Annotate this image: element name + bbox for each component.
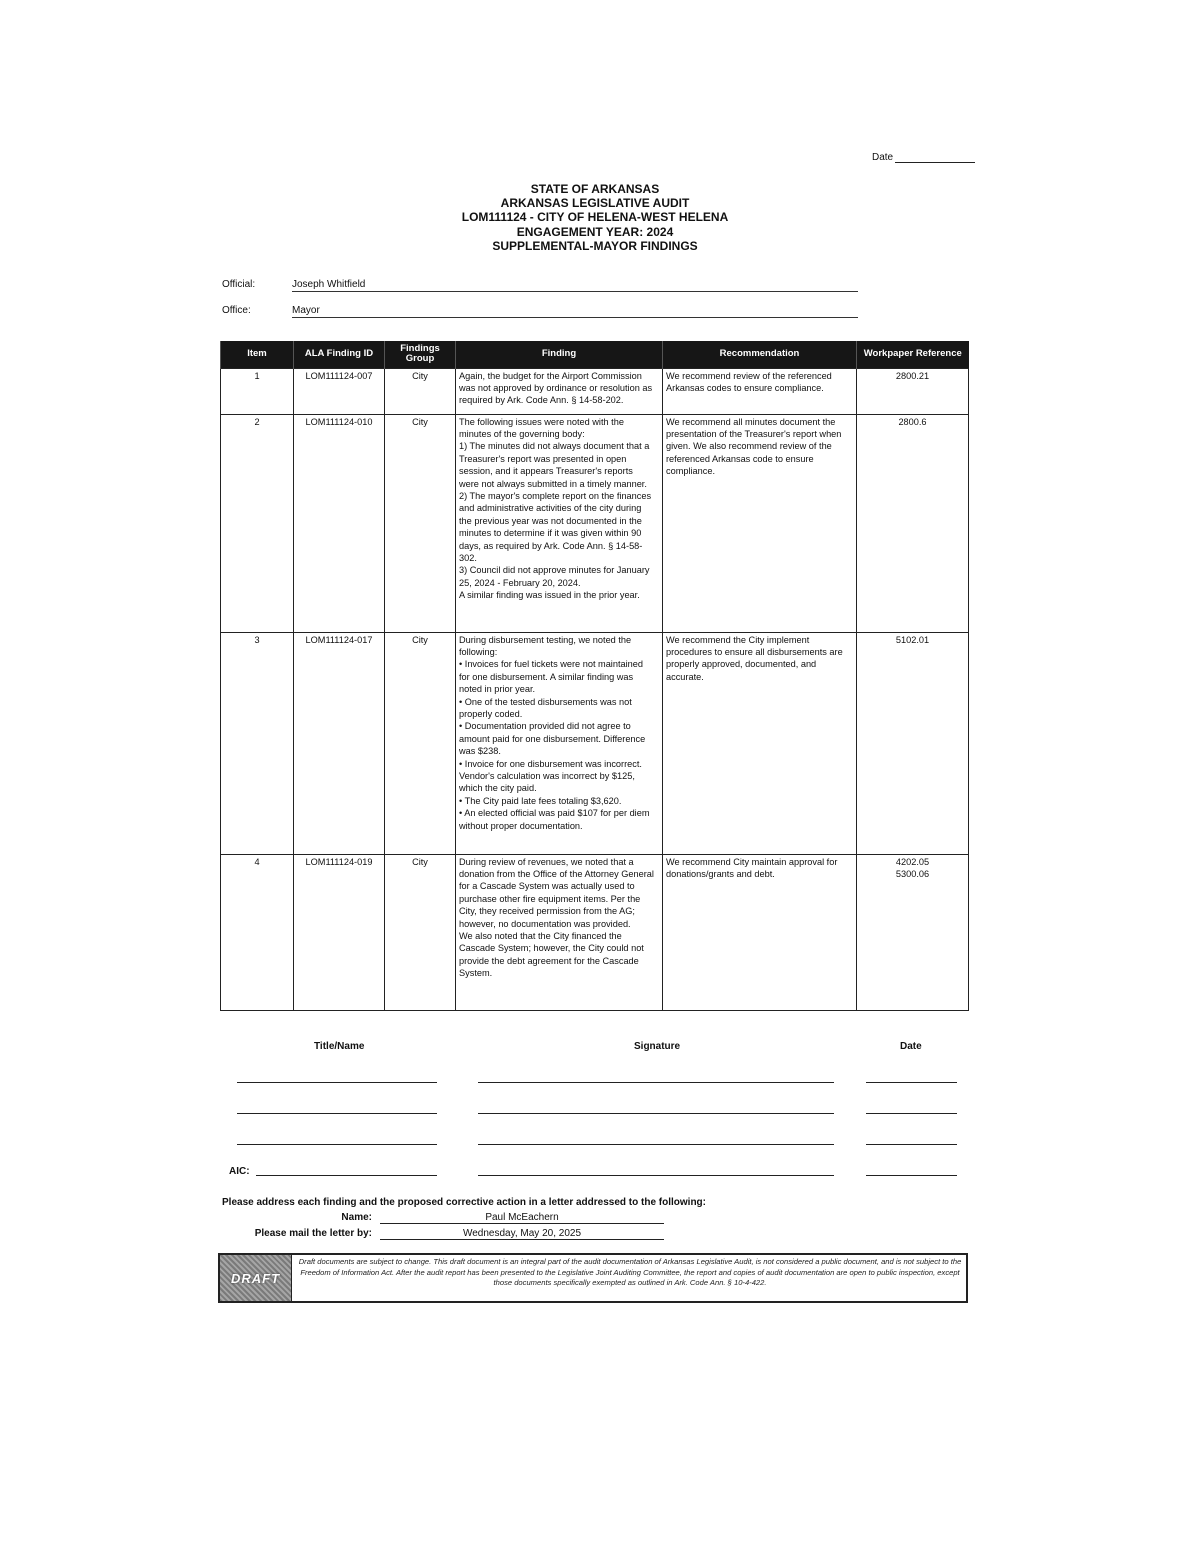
finding-cell-line: donation from the Office of the Attorney General xyxy=(459,868,654,879)
draft-notice xyxy=(218,1253,968,1303)
header-line-state: STATE OF ARKANSAS xyxy=(530,182,660,196)
draft-disclaimer: Draft documents are subject to change. This draft document is an integral part of the audit documentation of Arkansas Legislative Audit, is not considered a public document, and is not subject to the Freedom of Information Act. After the audit report has been presented to the Legislative Joint Auditing Committee, the report and copies of audit documentation are open to public inspection, except those documents specifically exempted as outlined in Ark. Code Ann. § 10-4-422. xyxy=(298,1257,962,1287)
recommendation-cell xyxy=(663,854,857,1010)
item-cell: 3 xyxy=(221,632,294,854)
header-line-year: ENGAGEMENT YEAR: 2024 xyxy=(516,224,674,239)
reference-cell xyxy=(857,368,969,414)
recommendation-cell xyxy=(663,414,857,632)
finding-cell xyxy=(456,854,663,1010)
document-header xyxy=(380,182,810,253)
header-line-agency: ARKANSAS LEGISLATIVE AUDIT xyxy=(500,196,690,211)
finding-cell-line: • Invoice for one disbursement was incorrect. xyxy=(459,758,642,769)
date-line[interactable] xyxy=(866,1113,957,1114)
recommendation-cell-line: We recommend review of the referenced xyxy=(666,370,832,381)
table-header-row xyxy=(221,341,969,368)
finding-cell-line: however, no documentation was provided. xyxy=(459,918,631,929)
group-cell: City xyxy=(385,632,456,854)
table-row xyxy=(221,414,969,632)
title-name-line[interactable] xyxy=(237,1113,437,1114)
item-cell: 4 xyxy=(221,854,294,1010)
date-label: Date xyxy=(872,152,894,163)
recommendation-cell-line: We recommend City maintain approval for xyxy=(666,856,838,867)
reference-cell-line: 4202.05 xyxy=(895,856,930,867)
finding-cell-line: was not approved by ordinance or resolution as xyxy=(459,382,653,393)
finding-cell xyxy=(456,368,663,414)
office-label: Office: xyxy=(222,305,251,316)
recommendation-cell-line: We recommend the City implement xyxy=(666,634,810,645)
official-label: Official: xyxy=(222,279,256,290)
col-header-finding-id: ALA Finding ID xyxy=(294,341,385,368)
address-instruction: Please address each finding and the proposed corrective action in a letter addressed to the following: xyxy=(222,1197,706,1208)
finding-cell-line: Vendor's calculation was incorrect by $125, xyxy=(459,770,635,781)
col-header-reference: Workpaper Reference xyxy=(857,341,969,368)
aic-signature-line[interactable] xyxy=(478,1175,834,1176)
addressee-name-label: Name: xyxy=(341,1212,372,1223)
finding-cell-line: provide the debt agreement for the Cascade xyxy=(459,955,639,966)
finding-cell-line: 2) The mayor's complete report on the finances xyxy=(459,490,652,501)
finding-cell-line: minutes of the governing body: xyxy=(459,428,585,439)
draft-stamp-text: DRAFT xyxy=(230,1270,281,1286)
finding-id-cell: LOM111124-019 xyxy=(294,854,385,1010)
finding-cell-line: the previous year was not documented in the xyxy=(459,515,642,526)
finding-cell-line: 3) Council did not approve minutes for January xyxy=(459,565,650,576)
finding-cell-line: minutes to determine if it was given within 90 xyxy=(459,528,642,539)
finding-cell-line: • Documentation provided did not agree to xyxy=(459,721,631,732)
finding-cell-line: was $238. xyxy=(459,746,501,757)
finding-cell-line: which the city paid. xyxy=(459,783,537,794)
findings-table-body xyxy=(221,368,969,1010)
signature-line[interactable] xyxy=(478,1144,834,1145)
finding-cell-line: 302. xyxy=(459,552,477,563)
finding-cell-line: properly coded. xyxy=(459,708,523,719)
office-value: Mayor xyxy=(292,305,858,318)
finding-cell-line: noted in prior year. xyxy=(459,684,536,695)
aic-name-line[interactable] xyxy=(256,1175,437,1176)
reference-cell xyxy=(857,414,969,632)
finding-id-cell: LOM111124-010 xyxy=(294,414,385,632)
col-header-group: Findings Group xyxy=(385,341,456,368)
finding-cell-line: for a Cascade System was actually used to xyxy=(459,881,635,892)
date-heading: Date xyxy=(900,1041,922,1052)
finding-cell-line: System. xyxy=(459,968,493,979)
mail-by-value: Wednesday, May 20, 2025 xyxy=(380,1228,664,1240)
reference-cell-line: 5300.06 xyxy=(895,868,930,879)
group-cell: City xyxy=(385,368,456,414)
date-line xyxy=(895,153,975,163)
reference-cell-line: 5102.01 xyxy=(895,634,930,645)
title-name-line[interactable] xyxy=(237,1144,437,1145)
date-line[interactable] xyxy=(866,1144,957,1145)
recommendation-cell-line: compliance. xyxy=(666,466,716,477)
finding-cell-line: were not always submitted in a timely manner. xyxy=(459,478,647,489)
finding-cell-line: • An elected official was paid $107 for per diem xyxy=(459,808,650,819)
aic-date-line[interactable] xyxy=(866,1175,957,1176)
item-cell: 2 xyxy=(221,414,294,632)
col-header-recommendation: Recommendation xyxy=(663,341,857,368)
table-row xyxy=(221,854,969,1010)
recommendation-cell xyxy=(663,632,857,854)
reference-cell xyxy=(857,854,969,1010)
findings-table xyxy=(220,341,969,1011)
aic-label: AIC: xyxy=(229,1166,250,1177)
finding-id-cell: LOM111124-007 xyxy=(294,368,385,414)
recommendation-cell-line: referenced Arkansas code to ensure xyxy=(666,453,814,464)
date-field xyxy=(872,152,975,163)
recommendation-cell-line: properly approved, documented, and xyxy=(666,659,817,670)
finding-cell-line: without proper documentation. xyxy=(459,820,583,831)
recommendation-cell-line: procedures to ensure all disbursements are xyxy=(666,646,843,657)
finding-cell-line: session, and it appears Treasurer's reports xyxy=(459,466,633,477)
finding-cell-line: The following issues were noted with the xyxy=(459,416,624,427)
signature-line[interactable] xyxy=(478,1082,834,1083)
reference-cell-line: 2800.21 xyxy=(895,370,930,381)
finding-cell-line: • Invoices for fuel tickets were not maintained xyxy=(459,659,643,670)
header-line-title: SUPPLEMENTAL-MAYOR FINDINGS xyxy=(492,238,698,253)
reference-cell-line: 2800.6 xyxy=(898,416,927,427)
recommendation-cell-line: donations/grants and debt. xyxy=(666,868,775,879)
finding-cell-line: and administrative activities of the city during xyxy=(459,503,642,514)
table-row xyxy=(221,632,969,854)
table-row xyxy=(221,368,969,414)
addressee-name-value: Paul McEachern xyxy=(380,1212,664,1224)
recommendation-cell xyxy=(663,368,857,414)
finding-cell-line: A similar finding was issued in the prior year. xyxy=(459,590,640,601)
finding-cell-line: Cascade System; however, the City could not xyxy=(459,943,644,954)
finding-cell xyxy=(456,632,663,854)
finding-cell-line: • The City paid late fees totaling $3,620. xyxy=(459,795,622,806)
signature-line[interactable] xyxy=(478,1113,834,1114)
finding-cell-line: Treasurer's report was presented in open xyxy=(459,453,627,464)
finding-cell-line: City, they received permission from the AG; xyxy=(459,906,635,917)
finding-cell-line: We also noted that the City financed the xyxy=(459,930,622,941)
finding-cell-line: purchase other fire equipment items. Per the xyxy=(459,893,641,904)
finding-cell-line: for one disbursement. A similar finding was xyxy=(459,671,634,682)
title-name-line[interactable] xyxy=(237,1082,437,1083)
official-value: Joseph Whitfield xyxy=(292,279,858,292)
finding-cell-line: During review of revenues, we noted that a xyxy=(459,856,634,867)
item-cell: 1 xyxy=(221,368,294,414)
signature-heading: Signature xyxy=(634,1041,681,1052)
finding-cell-line: amount paid for one disbursement. Difference xyxy=(459,733,646,744)
finding-cell-line: During disbursement testing, we noted the xyxy=(459,634,632,645)
finding-cell-line: required by Ark. Code Ann. § 14-58-202. xyxy=(459,395,624,406)
draft-stamp xyxy=(220,1255,292,1301)
recommendation-cell-line: presentation of the Treasurer's report when xyxy=(666,428,842,439)
reference-cell xyxy=(857,632,969,854)
recommendation-cell-line: given. We also recommend review of the xyxy=(666,441,832,452)
group-cell: City xyxy=(385,854,456,1010)
mail-by-label: Please mail the letter by: xyxy=(254,1228,372,1239)
date-line[interactable] xyxy=(866,1082,957,1083)
finding-cell-line: following: xyxy=(459,646,498,657)
finding-cell-line: • One of the tested disbursements was not xyxy=(459,696,632,707)
finding-id-cell: LOM111124-017 xyxy=(294,632,385,854)
col-header-item: Item xyxy=(221,341,294,368)
title-name-heading: Title/Name xyxy=(314,1041,365,1052)
recommendation-cell-line: Arkansas codes to ensure compliance. xyxy=(666,382,824,393)
finding-cell-line: 1) The minutes did not always document that a xyxy=(459,441,650,452)
header-line-entity: LOM111124 - CITY OF HELENA-WEST HELENA xyxy=(461,210,729,225)
finding-cell-line: days, as required by Ark. Code Ann. § 14-58- xyxy=(459,540,643,551)
col-header-finding: Finding xyxy=(456,341,663,368)
group-cell: City xyxy=(385,414,456,632)
recommendation-cell-line: accurate. xyxy=(666,671,704,682)
finding-cell-line: 25, 2024 - February 20, 2024. xyxy=(459,577,581,588)
finding-cell-line: Again, the budget for the Airport Commission xyxy=(459,370,642,381)
recommendation-cell-line: We recommend all minutes document the xyxy=(666,416,836,427)
finding-cell xyxy=(456,414,663,632)
